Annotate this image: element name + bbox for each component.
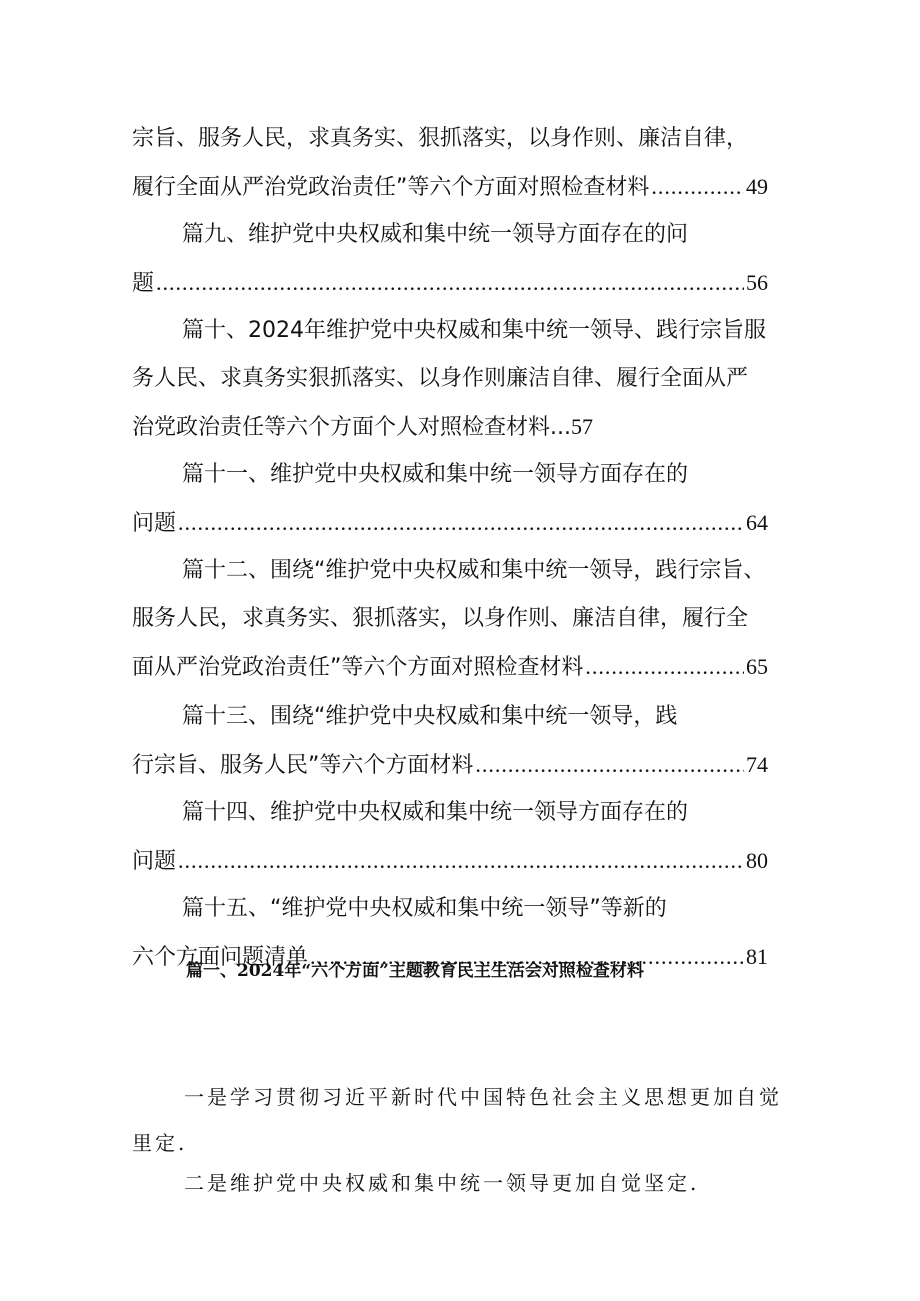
toc-entry-12-line-2[interactable]: 服务人民，求真务实、狠抓落实，以身作则、廉洁自律，履行全 (132, 606, 749, 631)
dot-leader (475, 750, 744, 780)
toc-entry-9-line-2[interactable] (132, 268, 768, 299)
toc-entry-text: 六个方面问题清单 (132, 945, 309, 970)
section-title: 篇一、2024年“六个方面”主题教育民主生活会对照检查材料 (186, 961, 644, 981)
toc-entry-11-line-2[interactable] (132, 508, 768, 539)
toc-entry-14-line-2[interactable] (132, 846, 768, 877)
toc-entry-13-line-2[interactable] (132, 750, 768, 781)
dot-leader (156, 268, 744, 298)
toc-entry-text: 行宗旨、服务人民”等六个方面材料 (132, 753, 474, 778)
toc-page-number: 65 (746, 654, 768, 679)
toc-entry-12-line-1[interactable]: 篇十二、围绕“维护党中央权威和集中统一领导，践行宗旨、 (182, 558, 766, 583)
toc-entry-10-line-3[interactable] (132, 412, 593, 443)
toc-entry-11-line-1[interactable]: 篇十一、维护党中央权威和集中统一领导方面存在的 (182, 462, 689, 487)
toc-page-number: 81 (746, 944, 768, 969)
toc-page-number: 74 (746, 752, 768, 777)
toc-entry-text: 履行全面从严治党政治责任”等六个方面对照检查材料 (132, 175, 650, 200)
toc-entry-15-line-1[interactable]: 篇十五、“维护党中央权威和集中统一领导”等新的 (182, 896, 667, 921)
toc-page-number: 80 (746, 848, 768, 873)
toc-entry-text: 治党政治责任等六个方面个人对照检查材料... (132, 415, 571, 440)
toc-entry-10-line-1[interactable]: 篇十、2024年维护党中央权威和集中统一领导、践行宗旨服 (182, 318, 766, 343)
dot-leader (585, 652, 744, 682)
toc-page-number: 64 (746, 510, 768, 535)
toc-entry-10-line-2[interactable]: 务人民、求真务实狠抓落实、以身作则廉洁自律、履行全面从严 (132, 366, 749, 391)
toc-entry-8-line-3[interactable] (132, 172, 768, 203)
toc-entry-9-line-1[interactable]: 篇九、维护党中央权威和集中统一领导方面存在的问 (182, 222, 689, 247)
dot-leader (651, 172, 744, 202)
toc-page-number: 56 (746, 270, 768, 295)
dot-leader (178, 508, 744, 538)
toc-entry-13-line-1[interactable]: 篇十三、围绕“维护党中央权威和集中统一领导，践 (182, 704, 678, 729)
toc-entry-text: 面从严治党政治责任”等六个方面对照检查材料 (132, 655, 584, 680)
body-paragraph-2: 二是维护党中央权威和集中统一领导更加自觉坚定. (184, 1171, 700, 1195)
toc-entry-text: 问题 (132, 511, 177, 536)
toc-page-number: 49 (746, 174, 768, 199)
body-paragraph-1-line-2: 里定. (132, 1131, 188, 1155)
toc-entry-text: 问题 (132, 849, 177, 874)
body-paragraph-1-line-1: 一是学习贯彻习近平新时代中国特色社会主义思想更加自觉 (184, 1085, 782, 1109)
dot-leader (178, 846, 744, 876)
toc-entry-8-line-2: 宗旨、服务人民，求真务实、狠抓落实，以身作则、廉洁自律， (132, 126, 749, 151)
toc-entry-14-line-1[interactable]: 篇十四、维护党中央权威和集中统一领导方面存在的 (182, 800, 689, 825)
toc-entry-text: 题 (132, 271, 155, 296)
toc-entry-12-line-3[interactable] (132, 652, 768, 683)
toc-page-number: 57 (570, 414, 593, 439)
